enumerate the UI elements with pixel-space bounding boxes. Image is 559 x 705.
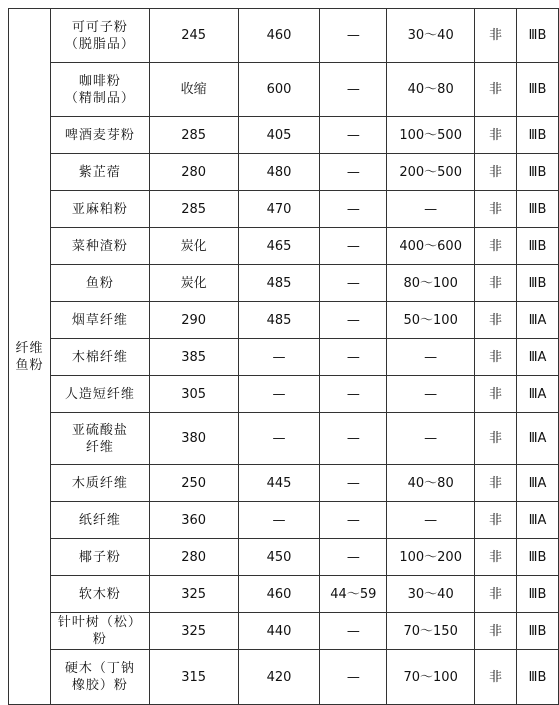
value-cell-col-1: 炭化 xyxy=(149,265,238,302)
value-cell-col-6: ⅢB xyxy=(517,539,559,576)
value-cell-col-6: ⅢB xyxy=(517,117,559,154)
material-name-line-2: （脱脂品） xyxy=(64,36,135,52)
table-row xyxy=(9,228,559,265)
value-cell-col-3: — xyxy=(320,302,387,339)
value-cell-col-6: ⅢB xyxy=(517,191,559,228)
value-cell-col-1: 245 xyxy=(149,9,238,63)
material-name-line-1: 人造短纤维 xyxy=(64,386,135,402)
material-name-line-1: 啤酒麦芽粉 xyxy=(64,127,135,143)
material-name-cell xyxy=(50,154,149,191)
value-cell-col-6: ⅢB xyxy=(517,265,559,302)
value-cell-col-2: 600 xyxy=(238,63,320,117)
value-cell-col-5: 非 xyxy=(475,117,517,154)
value-cell-col-2: 480 xyxy=(238,154,320,191)
value-cell-col-1: 325 xyxy=(149,576,238,613)
table-row xyxy=(9,339,559,376)
material-name-line-1: 针叶树（松）粉 xyxy=(57,615,142,647)
value-cell-col-1: 385 xyxy=(149,339,238,376)
material-name-line-1: 紫芷蓿 xyxy=(78,164,121,180)
value-cell-col-6: ⅢB xyxy=(517,228,559,265)
value-cell-col-4: — xyxy=(387,376,475,413)
value-cell-col-4: 40～80 xyxy=(387,63,475,117)
value-cell-col-4: 40～80 xyxy=(387,465,475,502)
table-row xyxy=(9,502,559,539)
value-cell-col-6: ⅢA xyxy=(517,465,559,502)
value-cell-col-2: — xyxy=(238,376,320,413)
table-row xyxy=(9,191,559,228)
value-cell-col-4: — xyxy=(387,339,475,376)
material-name-line-1: 软木粉 xyxy=(78,586,121,602)
material-name-cell xyxy=(50,576,149,613)
material-name-line-1: 亚麻粕粉 xyxy=(71,201,128,217)
value-cell-col-2: 445 xyxy=(238,465,320,502)
material-name-cell xyxy=(50,539,149,576)
material-name-cell xyxy=(50,302,149,339)
table-row xyxy=(9,413,559,465)
material-name-cell xyxy=(50,613,149,650)
value-cell-col-3: 44～59 xyxy=(320,576,387,613)
table-row xyxy=(9,9,559,63)
material-name-cell xyxy=(50,413,149,465)
value-cell-col-1: 380 xyxy=(149,413,238,465)
material-name-cell xyxy=(50,339,149,376)
value-cell-col-5: 非 xyxy=(475,413,517,465)
value-cell-col-3: — xyxy=(320,339,387,376)
material-name-cell xyxy=(50,117,149,154)
table-row xyxy=(9,465,559,502)
value-cell-col-3: — xyxy=(320,539,387,576)
value-cell-col-3: — xyxy=(320,265,387,302)
material-name-cell xyxy=(50,191,149,228)
value-cell-col-5: 非 xyxy=(475,502,517,539)
table-row xyxy=(9,576,559,613)
value-cell-col-4: 100～200 xyxy=(387,539,475,576)
material-name-line-1: 纸纤维 xyxy=(78,512,121,528)
value-cell-col-2: 440 xyxy=(238,613,320,650)
value-cell-col-3: — xyxy=(320,613,387,650)
material-name-cell xyxy=(50,465,149,502)
value-cell-col-2: — xyxy=(238,413,320,465)
value-cell-col-5: 非 xyxy=(475,539,517,576)
value-cell-col-5: 非 xyxy=(475,376,517,413)
value-cell-col-1: 305 xyxy=(149,376,238,413)
value-cell-col-3: — xyxy=(320,502,387,539)
value-cell-col-4: 50～100 xyxy=(387,302,475,339)
category-line-2: 鱼粉 xyxy=(15,357,44,373)
material-name-line-1: 鱼粉 xyxy=(85,275,114,291)
category-cell xyxy=(9,9,51,705)
value-cell-col-2: 460 xyxy=(238,9,320,63)
value-cell-col-1: 325 xyxy=(149,613,238,650)
table-row xyxy=(9,154,559,191)
material-name-line-1: 菜种渣粉 xyxy=(71,238,128,254)
value-cell-col-2: 465 xyxy=(238,228,320,265)
value-cell-col-1: 收缩 xyxy=(149,63,238,117)
table-container xyxy=(8,8,559,705)
material-name-cell xyxy=(50,376,149,413)
value-cell-col-3: — xyxy=(320,117,387,154)
value-cell-col-1: 290 xyxy=(149,302,238,339)
value-cell-col-2: 405 xyxy=(238,117,320,154)
value-cell-col-1: 炭化 xyxy=(149,228,238,265)
table-row xyxy=(9,539,559,576)
value-cell-col-1: 250 xyxy=(149,465,238,502)
value-cell-col-5: 非 xyxy=(475,302,517,339)
value-cell-col-5: 非 xyxy=(475,265,517,302)
value-cell-col-6: ⅢB xyxy=(517,9,559,63)
value-cell-col-3: — xyxy=(320,191,387,228)
material-name-cell xyxy=(50,9,149,63)
value-cell-col-2: 460 xyxy=(238,576,320,613)
table-row xyxy=(9,117,559,154)
value-cell-col-3: — xyxy=(320,650,387,705)
value-cell-col-3: — xyxy=(320,63,387,117)
table-row xyxy=(9,376,559,413)
table-row xyxy=(9,613,559,650)
value-cell-col-4: 30～40 xyxy=(387,9,475,63)
value-cell-col-3: — xyxy=(320,9,387,63)
value-cell-col-6: ⅢB xyxy=(517,63,559,117)
material-name-line-2: 橡胶）粉 xyxy=(71,678,128,693)
material-name-line-2: 纤维 xyxy=(85,439,114,455)
material-name-line-2: （精制品） xyxy=(64,90,135,106)
value-cell-col-3: — xyxy=(320,228,387,265)
value-cell-col-5: 非 xyxy=(475,154,517,191)
material-name-line-1: 亚硫酸盐 xyxy=(71,422,128,438)
value-cell-col-4: 200～500 xyxy=(387,154,475,191)
table-row xyxy=(9,63,559,117)
value-cell-col-3: — xyxy=(320,465,387,502)
value-cell-col-5: 非 xyxy=(475,465,517,502)
value-cell-col-1: 285 xyxy=(149,191,238,228)
value-cell-col-5: 非 xyxy=(475,576,517,613)
value-cell-col-4: 70～150 xyxy=(387,613,475,650)
value-cell-col-6: ⅢA xyxy=(517,339,559,376)
value-cell-col-2: — xyxy=(238,339,320,376)
value-cell-col-4: — xyxy=(387,191,475,228)
material-name-line-1: 硬木（丁钠 xyxy=(64,661,135,676)
material-name-line-1: 可可子粉 xyxy=(71,19,128,35)
material-name-line-1: 木棉纤维 xyxy=(71,349,128,365)
value-cell-col-4: 400～600 xyxy=(387,228,475,265)
value-cell-col-6: ⅢB xyxy=(517,576,559,613)
value-cell-col-2: 485 xyxy=(238,265,320,302)
value-cell-col-2: — xyxy=(238,502,320,539)
value-cell-col-4: — xyxy=(387,502,475,539)
material-name-cell xyxy=(50,265,149,302)
dust-properties-table xyxy=(8,8,559,705)
value-cell-col-6: ⅢA xyxy=(517,376,559,413)
value-cell-col-1: 280 xyxy=(149,539,238,576)
value-cell-col-6: ⅢA xyxy=(517,502,559,539)
table-row xyxy=(9,650,559,705)
value-cell-col-2: 420 xyxy=(238,650,320,705)
material-name-line-1: 烟草纤维 xyxy=(71,312,128,328)
material-name-line-1: 木质纤维 xyxy=(71,475,128,491)
material-name-cell xyxy=(50,63,149,117)
value-cell-col-6: ⅢA xyxy=(517,413,559,465)
value-cell-col-3: — xyxy=(320,376,387,413)
value-cell-col-4: 100～500 xyxy=(387,117,475,154)
value-cell-col-4: 30～40 xyxy=(387,576,475,613)
value-cell-col-6: ⅢA xyxy=(517,302,559,339)
value-cell-col-4: 70～100 xyxy=(387,650,475,705)
value-cell-col-1: 315 xyxy=(149,650,238,705)
table-body xyxy=(9,9,559,705)
value-cell-col-2: 470 xyxy=(238,191,320,228)
table-row xyxy=(9,265,559,302)
value-cell-col-1: 280 xyxy=(149,154,238,191)
value-cell-col-5: 非 xyxy=(475,63,517,117)
value-cell-col-6: ⅢB xyxy=(517,613,559,650)
value-cell-col-1: 285 xyxy=(149,117,238,154)
value-cell-col-6: ⅢB xyxy=(517,154,559,191)
value-cell-col-5: 非 xyxy=(475,613,517,650)
value-cell-col-3: — xyxy=(320,413,387,465)
value-cell-col-5: 非 xyxy=(475,228,517,265)
value-cell-col-5: 非 xyxy=(475,650,517,705)
material-name-line-1: 咖啡粉 xyxy=(78,73,121,89)
value-cell-col-2: 485 xyxy=(238,302,320,339)
material-name-cell xyxy=(50,228,149,265)
value-cell-col-1: 360 xyxy=(149,502,238,539)
value-cell-col-3: — xyxy=(320,154,387,191)
category-line-1: 纤维 xyxy=(15,340,44,356)
value-cell-col-5: 非 xyxy=(475,191,517,228)
material-name-line-1: 椰子粉 xyxy=(78,549,121,565)
value-cell-col-4: 80～100 xyxy=(387,265,475,302)
value-cell-col-5: 非 xyxy=(475,9,517,63)
material-name-cell xyxy=(50,650,149,705)
material-name-cell xyxy=(50,502,149,539)
value-cell-col-2: 450 xyxy=(238,539,320,576)
table-row xyxy=(9,302,559,339)
value-cell-col-5: 非 xyxy=(475,339,517,376)
value-cell-col-6: ⅢB xyxy=(517,650,559,705)
value-cell-col-4: — xyxy=(387,413,475,465)
